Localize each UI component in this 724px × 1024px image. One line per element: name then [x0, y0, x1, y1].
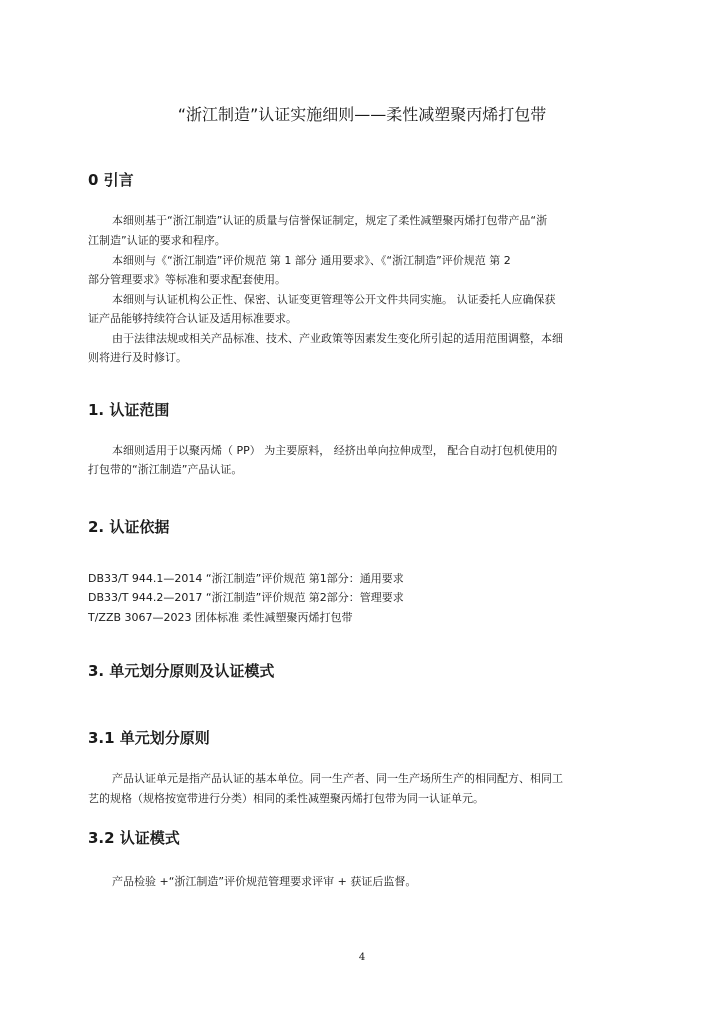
scope-line-2: 打包带的“浙江制造”产品认证。 [88, 463, 243, 476]
scope-line-1: 本细则适用于以聚丙烯（ PP） 为主要原料， 经挤出单向拉伸成型， 配合自动打包机使用的 [112, 444, 558, 457]
section-heading-units-principle: 3.1 单元划分原则 [88, 729, 210, 747]
mode-line-1: 产品检验 +“浙江制造”评价规范管理要求评审 + 获证后监督。 [112, 875, 417, 888]
units-principle-line-2: 艺的规格（规格按宽带进行分类）相同的柔性减塑聚丙烯打包带为同一认证单元。 [88, 792, 484, 805]
intro-line-4: 部分管理要求》等标准和要求配套使用。 [88, 273, 286, 286]
section-heading-units: 3. 单元划分原则及认证模式 [88, 662, 275, 680]
basis-line-3: T/ZZB 3067—2023 团体标准 柔性减塑聚丙烯打包带 [88, 611, 353, 624]
page-number: 4 [358, 952, 366, 963]
intro-line-2: 江制造”认证的要求和程序。 [88, 234, 226, 247]
section-heading-intro: 0 引言 [88, 171, 134, 189]
intro-line-1: 本细则基于“浙江制造”认证的质量与信誉保证制定，规定了柔性减塑聚丙烯打包带产品“浙 [112, 214, 548, 227]
intro-line-7: 由于法律法规或相关产品标准、技术、产业政策等因素发生变化所引起的适用范围调整，本细 [112, 332, 563, 345]
section-heading-scope: 1. 认证范围 [88, 401, 170, 419]
document-title: “浙江制造”认证实施细则——柔性减塑聚丙烯打包带 [177, 105, 547, 124]
basis-line-2: DB33/T 944.2—2017 “浙江制造”评价规范 第2部分：管理要求 [88, 591, 404, 604]
intro-line-6: 证产品能够持续符合认证及适用标准要求。 [88, 312, 297, 325]
intro-line-3: 本细则与《“浙江制造”评价规范 第 1 部分 通用要求》、《“浙江制造”评价规范 第 2 [112, 254, 511, 267]
intro-line-5: 本细则与认证机构公正性、保密、认证变更管理等公开文件共同实施。 认证委托人应确保获 [112, 293, 556, 306]
section-heading-basis: 2. 认证依据 [88, 518, 170, 536]
intro-line-8: 则将进行及时修订。 [88, 351, 187, 364]
units-principle-line-1: 产品认证单元是指产品认证的基本单位。同一生产者、同一生产场所生产的相同配方、相同工 [112, 772, 563, 785]
basis-line-1: DB33/T 944.1—2014 “浙江制造”评价规范 第1部分：通用要求 [88, 572, 404, 585]
section-heading-mode: 3.2 认证模式 [88, 829, 180, 847]
